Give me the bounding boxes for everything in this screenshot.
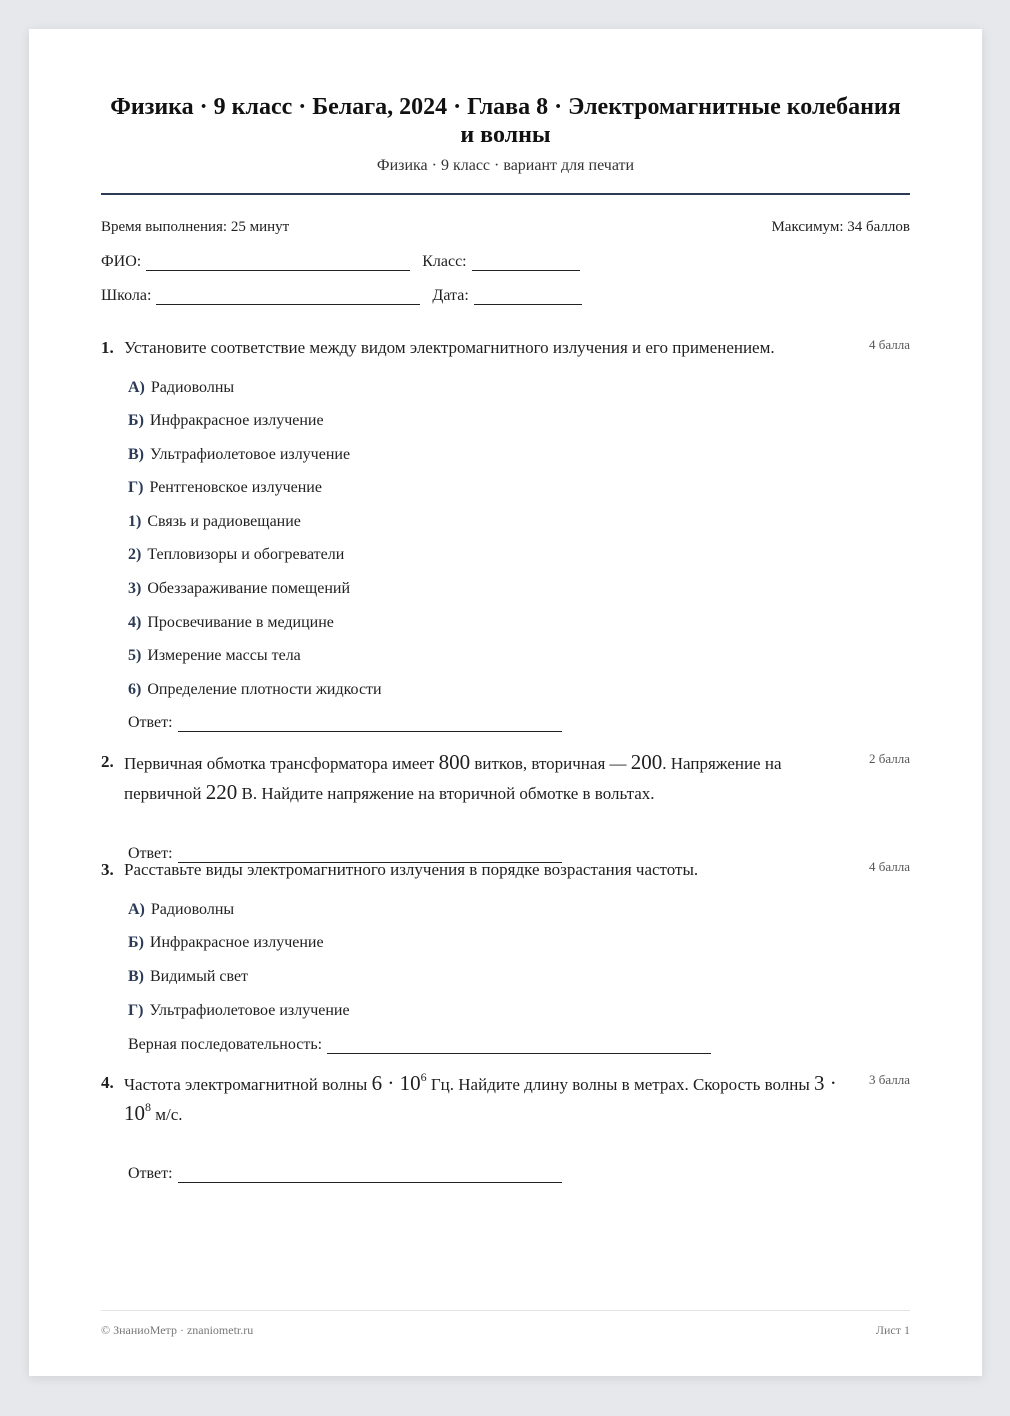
school-field[interactable] — [156, 290, 420, 305]
option-b — [128, 932, 324, 954]
question-number: 1. — [101, 338, 114, 357]
option-label: 1) — [128, 513, 142, 530]
fio-class-row — [101, 253, 592, 271]
option-label: 4) — [128, 614, 142, 631]
page-subtitle: Физика · 9 класс · вариант для печати — [376, 157, 635, 174]
option-label: А) — [128, 379, 145, 396]
footer-page-number: Лист 1 — [875, 1323, 910, 1337]
option-g — [128, 1000, 350, 1022]
question-number: 4. — [101, 1073, 114, 1092]
option-a — [128, 377, 234, 399]
answer-label: Ответ: — [128, 714, 173, 731]
class-label: Класс: — [422, 253, 467, 270]
option-text: Тепловизоры и обогреватели — [147, 546, 345, 563]
answer-field[interactable] — [178, 1168, 562, 1183]
option-v — [128, 444, 350, 466]
answer-field[interactable] — [178, 717, 562, 732]
option-b — [128, 410, 324, 432]
question-points: 4 балла — [869, 337, 910, 352]
option-text: Инфракрасное излучение — [149, 412, 324, 429]
answer-label: Верная последовательность: — [128, 1036, 323, 1053]
time-limit: Время выполнения: 25 минут — [101, 219, 290, 235]
question-number: 3. — [101, 860, 114, 879]
worksheet-page — [29, 29, 982, 1376]
question-number: 2. — [101, 752, 114, 771]
option-label: Б) — [128, 412, 144, 429]
option-5 — [128, 645, 301, 667]
question-1 — [101, 334, 910, 731]
question-2 — [101, 748, 910, 862]
class-field[interactable] — [472, 256, 580, 271]
option-1 — [128, 511, 301, 533]
option-3 — [128, 578, 350, 600]
school-label: Школа: — [101, 287, 152, 304]
question-text: Первичная обмотка трансформатора имеет 800 витков, вторичная — 200. Напряжение на первичной 220 В. Найдите напряжение на вторичной обмотке в вольтах. — [124, 750, 782, 804]
question-points: 2 балла — [869, 751, 910, 766]
option-text: Инфракрасное излучение — [149, 934, 324, 951]
option-label: 5) — [128, 647, 142, 664]
answer-row — [128, 1036, 711, 1054]
option-label: А) — [128, 901, 145, 918]
option-label: В) — [128, 446, 144, 463]
option-text: Просвечивание в медицине — [147, 614, 334, 631]
option-label: Г) — [128, 479, 144, 496]
option-text: Определение плотности жидкости — [147, 681, 382, 698]
answer-label: Ответ: — [128, 1165, 173, 1182]
date-label: Дата: — [432, 287, 469, 304]
question-3 — [101, 856, 910, 1053]
question-text: Установите соответствие между видом электромагнитного излучения и его применением. — [124, 338, 775, 357]
question-text: Расставьте виды электромагнитного излучения в порядке возрастания частоты. — [124, 860, 699, 879]
footer-copyright: © ЗнаниоМетр · znaniometr.ru — [101, 1323, 254, 1337]
option-a — [128, 899, 234, 921]
answer-row — [128, 1165, 562, 1183]
option-label: 6) — [128, 681, 142, 698]
answer-label: Ответ: — [128, 845, 173, 862]
option-text: Связь и радиовещание — [147, 513, 301, 530]
option-label: Г) — [128, 1002, 144, 1019]
option-label: 3) — [128, 580, 142, 597]
option-text: Ультрафиолетовое излучение — [150, 446, 351, 463]
school-date-row — [101, 287, 594, 305]
answer-field[interactable] — [327, 1039, 711, 1054]
option-text: Измерение массы тела — [147, 647, 301, 664]
fio-field[interactable] — [146, 256, 410, 271]
option-4 — [128, 612, 334, 634]
page-title: Физика · 9 класс · Белага, 2024 · Глава 8 · Электромагнитные колебания и волны — [110, 94, 901, 148]
option-text: Ультрафиолетовое излучение — [149, 1002, 350, 1019]
option-2 — [128, 544, 344, 566]
fio-label: ФИО: — [101, 253, 142, 270]
footer-divider — [101, 1310, 910, 1311]
option-label: В) — [128, 968, 144, 985]
answer-row — [128, 714, 562, 732]
option-text: Радиоволны — [150, 901, 235, 918]
option-6 — [128, 679, 382, 701]
option-text: Видимый свет — [150, 968, 249, 985]
max-score: Максимум: 34 баллов — [771, 219, 910, 235]
option-label: Б) — [128, 934, 144, 951]
question-points: 4 балла — [869, 859, 910, 874]
option-g — [128, 477, 322, 499]
question-text: Частота электромагнитной волны $6 \cdot 10^6$ Гц. Найдите длину волны в метрах. Скорость волны $3 \cdot 10^8$ м/с. — [124, 1070, 837, 1125]
option-text: Обеззараживание помещений — [147, 580, 351, 597]
option-label: 2) — [128, 546, 142, 563]
question-4 — [101, 1069, 910, 1182]
date-field[interactable] — [474, 290, 582, 305]
header-divider — [101, 193, 910, 195]
option-text: Радиоволны — [150, 379, 235, 396]
option-v — [128, 966, 248, 988]
option-text: Рентгеновское излучение — [149, 479, 322, 496]
question-points: 3 балла — [869, 1072, 910, 1087]
